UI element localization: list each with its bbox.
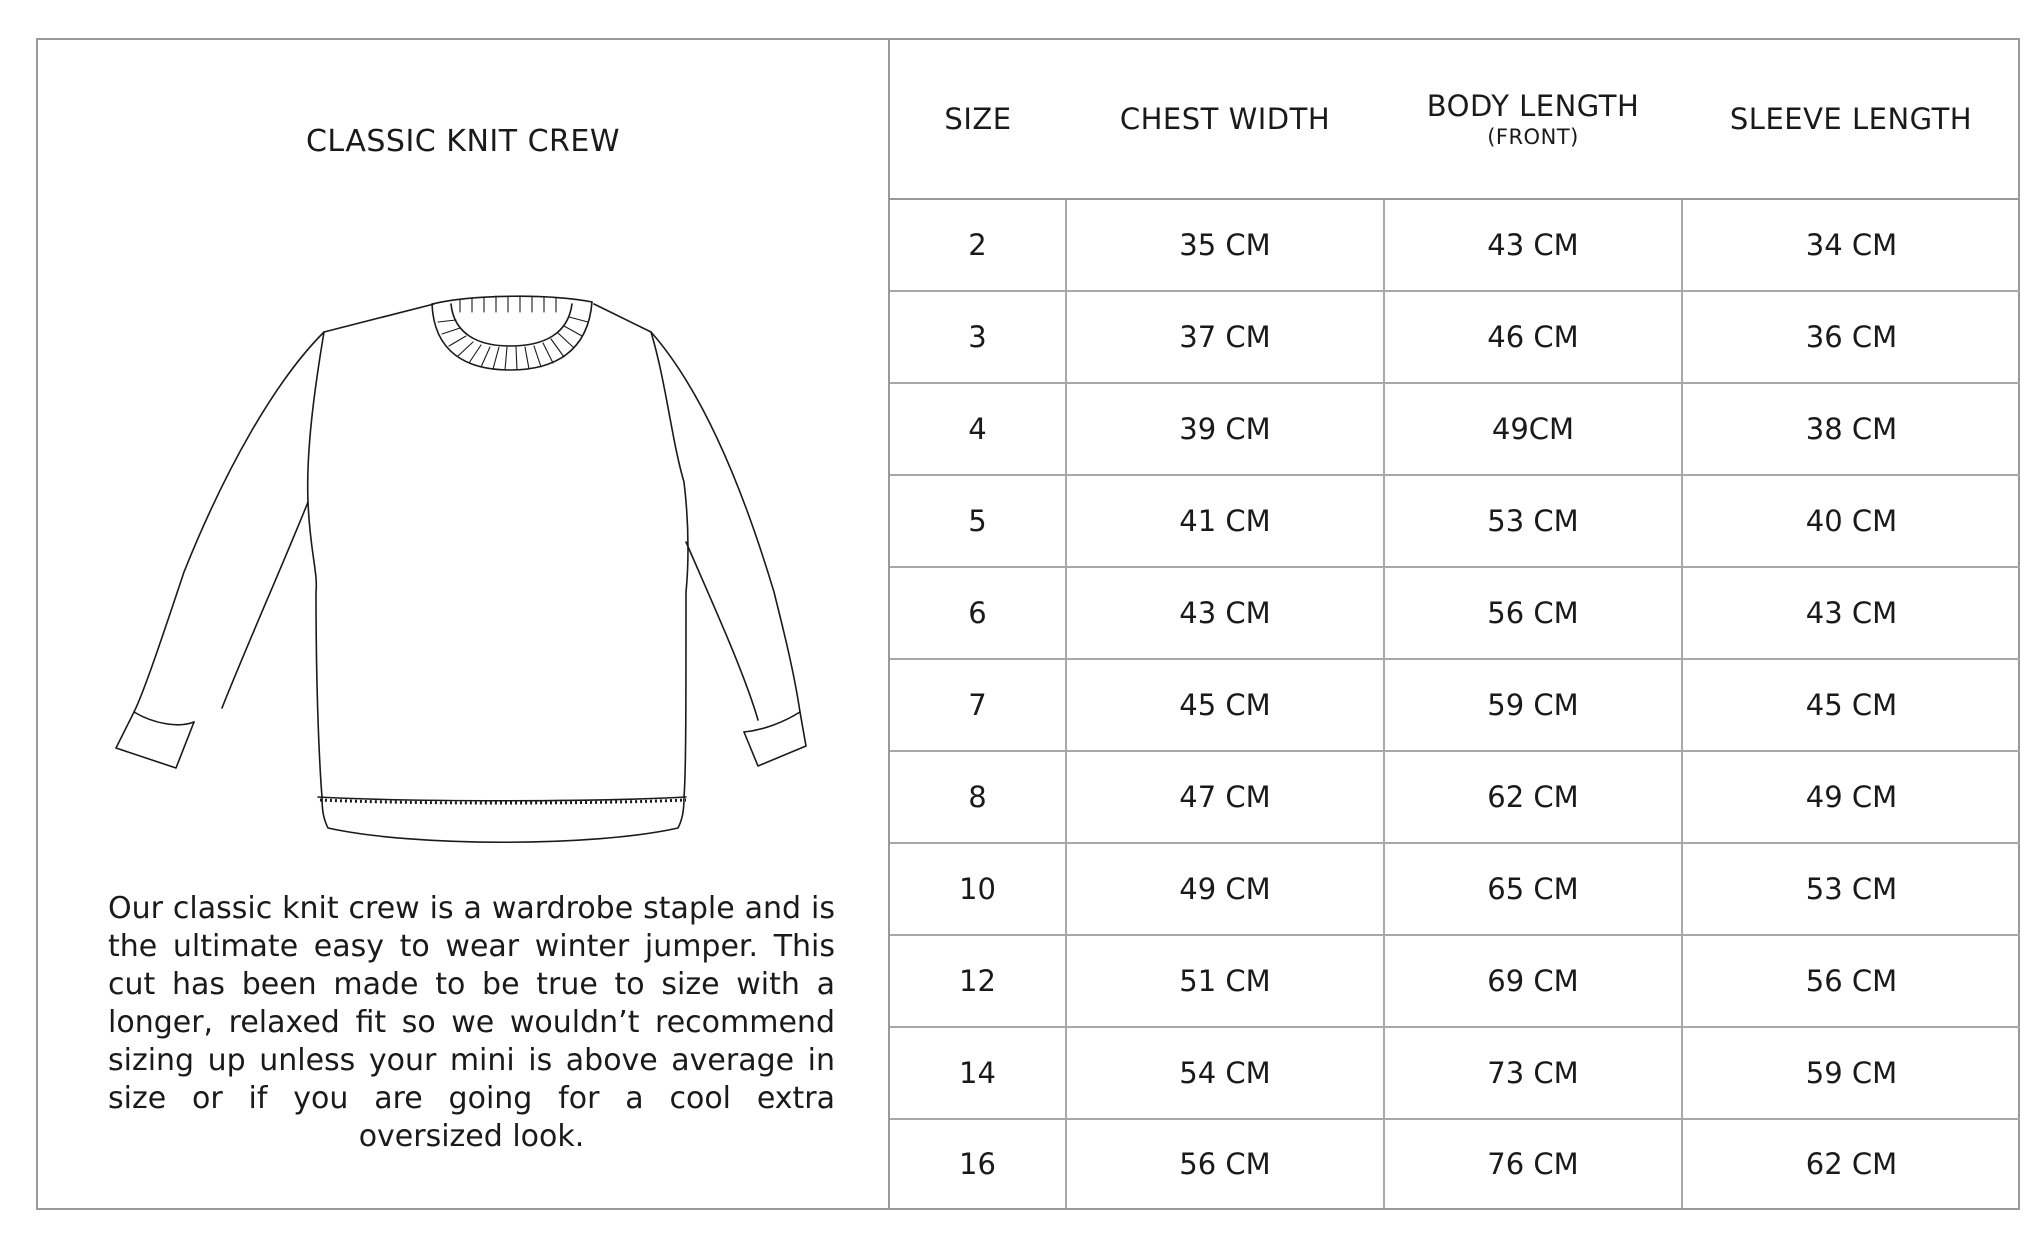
cell-chest: 41 CM — [1066, 475, 1384, 567]
header-size: SIZE — [890, 40, 1066, 199]
cell-sleeve: 38 CM — [1682, 383, 2020, 475]
cell-size: 6 — [890, 567, 1066, 659]
cell-body: 43 CM — [1384, 199, 1682, 291]
header-body-length: BODY LENGTH (FRONT) — [1384, 40, 1682, 199]
cell-body: 59 CM — [1384, 659, 1682, 751]
cell-size: 8 — [890, 751, 1066, 843]
cell-size: 16 — [890, 1119, 1066, 1208]
product-title: CLASSIC KNIT CREW — [305, 124, 621, 159]
table-row — [890, 567, 2020, 659]
cell-body: 62 CM — [1384, 751, 1682, 843]
cell-chest: 39 CM — [1066, 383, 1384, 475]
cell-chest: 47 CM — [1066, 751, 1384, 843]
cell-chest: 56 CM — [1066, 1119, 1384, 1208]
cell-sleeve: 40 CM — [1682, 475, 2020, 567]
cell-size: 12 — [890, 935, 1066, 1027]
cell-sleeve: 62 CM — [1805, 1146, 1898, 1181]
table-row — [890, 291, 2020, 383]
table-row — [890, 199, 2020, 291]
size-chart-table — [890, 40, 2020, 1208]
cell-size: 3 — [890, 291, 1066, 383]
product-panel — [38, 40, 890, 1208]
cell-size: 10 — [890, 843, 1066, 935]
table-row — [890, 659, 2020, 751]
cell-body: 53 CM — [1384, 475, 1682, 567]
cell-body: 46 CM — [1384, 291, 1682, 383]
table-row — [890, 1119, 2020, 1208]
cell-size: 14 — [890, 1027, 1066, 1119]
cell-sleeve: 34 CM — [1682, 199, 2020, 291]
cell-chest: 45 CM — [1066, 659, 1384, 751]
size-chart-frame — [36, 38, 2020, 1210]
cell-chest: 51 CM — [1066, 935, 1384, 1027]
table-row — [890, 751, 2020, 843]
cell-sleeve: 53 CM — [1682, 843, 2020, 935]
cell-size: 4 — [890, 383, 1066, 475]
header-sleeve-length: SLEEVE LENGTH — [1682, 40, 2020, 199]
table-row — [890, 843, 2020, 935]
table-row — [890, 935, 2020, 1027]
cell-sleeve: 43 CM — [1682, 567, 2020, 659]
sweater-illustration — [94, 272, 834, 852]
cell-chest: 49 CM — [1066, 843, 1384, 935]
cell-size: 5 — [890, 475, 1066, 567]
table-row — [890, 1027, 2020, 1119]
cell-chest: 37 CM — [1066, 291, 1384, 383]
cell-chest: 54 CM — [1066, 1027, 1384, 1119]
cell-sleeve: 49 CM — [1682, 751, 2020, 843]
cell-sleeve: 36 CM — [1682, 291, 2020, 383]
table-header-row — [890, 40, 2020, 199]
header-body-length-sub: (FRONT) — [1487, 125, 1579, 149]
cell-sleeve: 59 CM — [1682, 1027, 2020, 1119]
cell-sleeve: 45 CM — [1682, 659, 2020, 751]
cell-chest: 43 CM — [1066, 567, 1384, 659]
cell-size: 2 — [890, 199, 1066, 291]
cell-body: 73 CM — [1384, 1027, 1682, 1119]
header-chest-width: CHEST WIDTH — [1066, 40, 1384, 199]
cell-body: 65 CM — [1384, 843, 1682, 935]
cell-body: 69 CM — [1384, 935, 1682, 1027]
product-description: Our classic knit crew is a wardrobe staple and is the ultimate easy to wear winter jumper. This cut has been made to be true to size with a longer, relaxed fit so we wouldn’t recommend sizing up unless your mini is above average in size or if you are going for a cool extra oversized look. — [108, 891, 835, 1154]
cell-sleeve: 56 CM — [1682, 935, 2020, 1027]
cell-body: 49CM — [1384, 383, 1682, 475]
table-row — [890, 475, 2020, 567]
cell-body: 76 CM — [1384, 1119, 1682, 1208]
table-row — [890, 383, 2020, 475]
cell-chest: 35 CM — [1066, 199, 1384, 291]
cell-body: 56 CM — [1384, 567, 1682, 659]
cell-size: 7 — [890, 659, 1066, 751]
